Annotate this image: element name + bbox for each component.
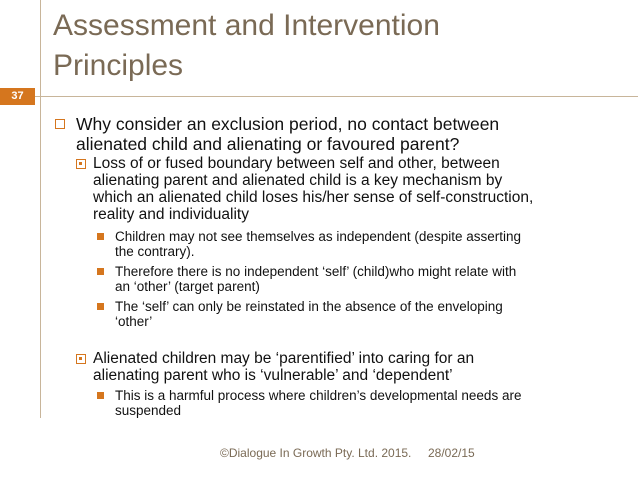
bullet-line: which an alienated child loses his/her sense of self-construction,	[93, 189, 534, 206]
bullet-line: Alienated children may be ‘parentified’ into caring for an	[93, 350, 475, 367]
hollow-square-bullet-icon	[55, 119, 65, 129]
filled-square-bullet-icon	[97, 233, 104, 240]
vertical-rule	[40, 0, 41, 418]
bullet-line: The ‘self’ can only be reinstated in the absence of the enveloping	[115, 299, 503, 314]
bullet-level2-text	[93, 155, 613, 223]
bullet-line: alienating parent and alienated child is a key mechanism by	[93, 172, 503, 189]
bullet-level3-text	[115, 264, 605, 294]
bullet-line: alienating parent who is ‘vulnerable’ and ‘dependent’	[93, 367, 453, 384]
bullet-line: alienated child and alienating or favoured parent?	[76, 134, 460, 154]
bullet-level3-text	[115, 299, 605, 329]
bullet-line: reality and individuality	[93, 206, 249, 223]
bullet-line: Children may not see themselves as independent (despite asserting	[115, 229, 521, 244]
bullet-line: an ‘other’ (target parent)	[115, 279, 260, 294]
bullet-level3-text	[115, 388, 605, 418]
slide-title-line-1: Assessment and Intervention	[53, 9, 440, 42]
filled-square-bullet-icon	[97, 268, 104, 275]
framed-square-bullet-icon	[76, 159, 86, 169]
bullet-level3-text	[115, 229, 605, 259]
filled-square-bullet-icon	[97, 303, 104, 310]
slide-number-badge: 37	[0, 88, 35, 105]
bullet-level2-text	[93, 350, 613, 384]
bullet-line: This is a harmful process where children’s developmental needs are	[115, 388, 522, 403]
bullet-line: the contrary).	[115, 244, 195, 259]
footer-date: 28/02/15	[428, 446, 475, 460]
slide-title	[53, 6, 613, 86]
bullet-line: ‘other’	[115, 314, 153, 329]
framed-square-bullet-icon	[76, 354, 86, 364]
footer-copyright: ©Dialogue In Growth Pty. Ltd. 2015.	[220, 446, 412, 460]
bullet-line: Why consider an exclusion period, no contact between	[76, 114, 500, 134]
bullet-line: suspended	[115, 403, 182, 418]
bullet-line: Therefore there is no independent ‘self’ (child)who might relate with	[115, 264, 517, 279]
bullet-line: Loss of or fused boundary between self and other, between	[93, 155, 500, 172]
bullet-level1-text	[76, 114, 596, 154]
slide-title-line-2: Principles	[53, 49, 184, 82]
horizontal-rule	[0, 96, 638, 97]
filled-square-bullet-icon	[97, 392, 104, 399]
